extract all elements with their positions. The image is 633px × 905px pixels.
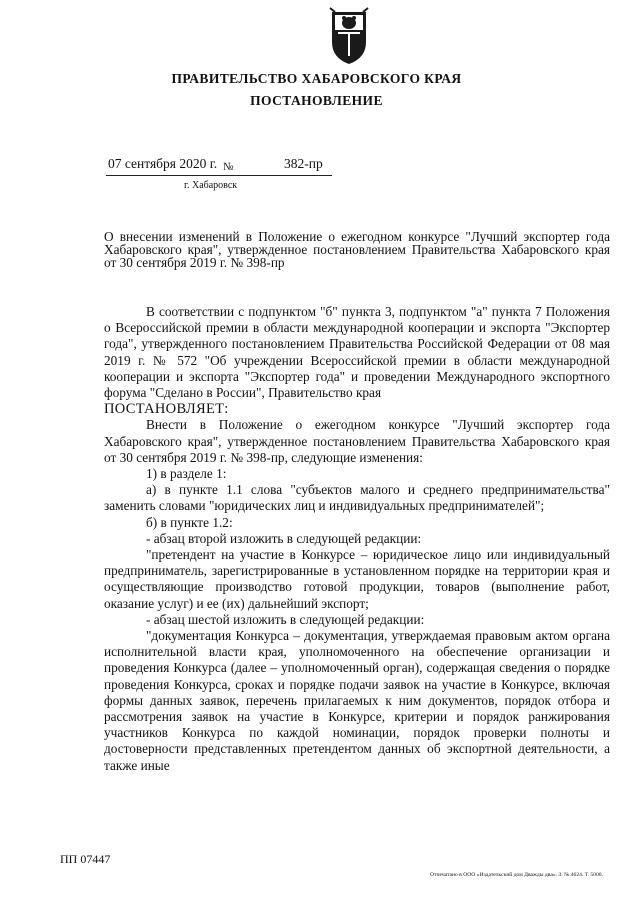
document-type-title: ПОСТАНОВЛЕНИЕ (250, 93, 383, 108)
document-city: г. Хабаровск (184, 180, 238, 191)
body-paragraph: Внести в Положение о ежегодном конкурсе "Лучший экспортер года Хабаровского края", утвержденное постановлением Правительства Хабаровского края от 30 сентября 2019 г. № 398-пр, следующие изменения: (104, 417, 610, 465)
body-paragraph: "документация Конкурса – документация, утверждаемая правовым актом органа исполнительной власти края, уполномоченного на обеспечение организации и проведения Конкурса (далее – уполномоченный орган), содержащая сведения о порядке проведения Конкурса, сроках и порядке подачи заявок на участие в Конкурсе, включая формы данных заявок, перечень прилагаемых к ним документов, порядок отбора и рассмотрения заявок на участие в Конкурсе, критерии и порядок ранжирования участников Конкурса по каждой номинации, порядок проверки полноты и достоверности представленных претендентом данных об экспортной деятельности, а также иные (104, 628, 610, 773)
document-date: 07 сентября 2020 г. (108, 156, 218, 171)
document-subject: О внесении изменений в Положение о ежегодном конкурсе "Лучший экспортер года Хабаровского края", утвержденное постановлением Правительства Хабаровского края от 30 сентября 2019 г. № 398-пр (104, 229, 610, 270)
body-paragraph: "претендент на участие в Конкурсе – юридическое лицо или индивидуальный предприниматель, зарегистрированные в установленном порядке на территории края и осуществляющие производство готовой продукции, товаров (выполнение работ, оказание услуг) и ее (их) дальнейший экспорт; (104, 547, 610, 611)
body-paragraph: а) в пункте 1.1 слова "субъектов малого и среднего предпринимательства" заменить словами "юридических лиц и индивидуальных предпринимателей"; (104, 482, 610, 514)
date-underline (106, 175, 332, 176)
document-body (104, 304, 610, 774)
preamble-paragraph: В соответствии с подпунктом "б" пункта 3, подпунктом "а" пункта 7 Положения о Всероссийской премии в области международной кооперации и экспорта "Экспортер года", утвержденного постановлением Правительства Российской Федерации от 08 мая 2019 г. № 572 "Об учреждении Всероссийской премии в области международной кооперации и экспорта "Экспортер года" и проведении Международного экспортного форума "Сделано в России", Правительство края (104, 304, 610, 401)
number-sign: № (223, 161, 234, 173)
decree-heading: ПОСТАНОВЛЯЕТ: (104, 401, 229, 418)
printer-note: Отпечатано в ООО «Издательский дом Дважды два». З. № 4624. Т. 5000. (430, 872, 603, 878)
body-paragraph: 1) в разделе 1: (146, 466, 227, 482)
body-paragraph: - абзац второй изложить в следующей редакции: (146, 530, 422, 546)
document-number: 382-пр (284, 156, 323, 171)
coat-of-arms-emblem (326, 6, 372, 66)
government-title: ПРАВИТЕЛЬСТВО ХАБАРОВСКОГО КРАЯ (171, 71, 462, 86)
body-paragraph: - абзац шестой изложить в следующей редакции: (146, 611, 425, 627)
footer-code: ПП 07447 (60, 852, 111, 866)
body-paragraph: б) в пункте 1.2: (146, 514, 233, 530)
